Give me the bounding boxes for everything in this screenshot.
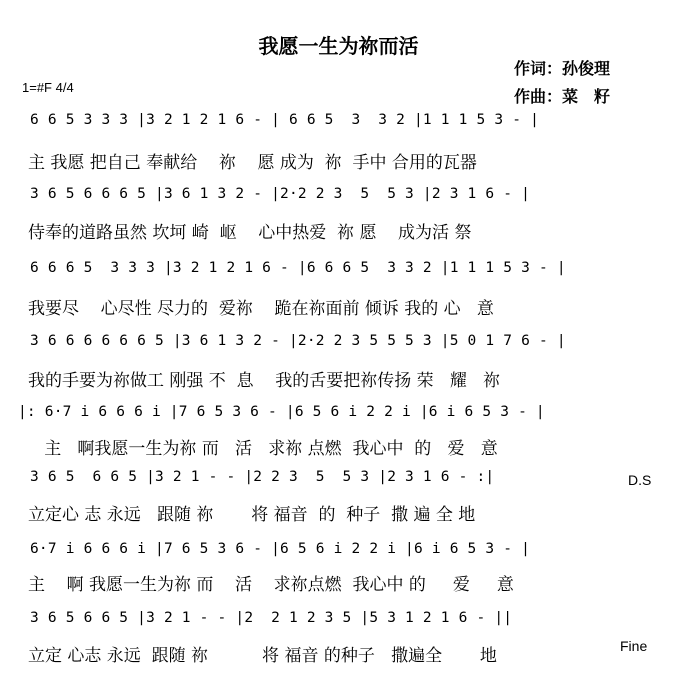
fine-mark: Fine: [620, 638, 648, 654]
notation-row-1: 6 6 5 3 3 3 |3 2 1 2 1 6 - | 6 6 5 3 3 2 |1 1 1 5 3 - |: [30, 112, 539, 128]
notation-row-7: 6·7 i 6 6 6 i |7 6 5 3 6 - |6 5 6 i 2 2 i |6 i 6 5 3 - |: [30, 541, 531, 557]
song-title: 我愿一生为祢而活: [258, 34, 419, 58]
lyrics-row-3: 我要尽 心尽性 尽力的 爱祢 跪在祢面前 倾诉 我的 心 意: [28, 299, 494, 319]
lyrics-row-1: 主 我愿 把自己 奉献给 祢 愿 成为 祢 手中 合用的瓦器: [28, 153, 477, 173]
lyricist-credit: 作词：孙俊理: [514, 59, 611, 78]
notation-row-3: 6 6 6 5 3 3 3 |3 2 1 2 1 6 - |6 6 6 5 3 3 2 |1 1 1 5 3 - |: [30, 260, 566, 276]
lyrics-row-5: 主 啊我愿一生为祢 而 活 求祢 点燃 我心中 的 爱 意: [28, 439, 498, 459]
composer-credit: 作曲：菜 籽: [514, 87, 611, 106]
lyrics-row-2: 侍奉的道路虽然 坎坷 崎 岖 心中热爱 祢 愿 成为活 祭: [28, 223, 472, 243]
lyrics-row-4: 我的手要为祢做工 刚强 不 息 我的舌要把祢传扬 荣 耀 祢: [28, 371, 501, 391]
lyrics-row-8: 立定 心志 永远 跟随 祢 将 福音 的种子 撒遍全 地: [28, 646, 497, 666]
notation-row-4: 3 6 6 6 6 6 6 5 |3 6 1 3 2 - |2·2 2 3 5 5 5 3 |5 0 1 7 6 - |: [30, 333, 566, 349]
notation-row-8: 3 6 5 6 6 5 |3 2 1 - - |2 2 1 2 3 5 |5 3 1 2 1 6 - ||: [30, 610, 513, 626]
lyrics-row-7: 主 啊 我愿一生为祢 而 活 求祢点燃 我心中 的 爱 意: [28, 575, 514, 595]
lyrics-row-6: 立定心 志 永远 跟随 祢 将 福音 的 种子 撒 遍 全 地: [28, 505, 476, 525]
notation-row-6: 3 6 5 6 6 5 |3 2 1 - - |2 2 3 5 5 3 |2 3 1 6 - :|: [30, 469, 495, 485]
ds-mark: D.S: [628, 472, 652, 488]
notation-row-5: |: 6·7 i 6 6 6 i |7 6 5 3 6 - |6 5 6 i 2 2 i |6 i 6 5 3 - |: [18, 404, 545, 420]
key-signature: 1=#F 4/4: [22, 80, 74, 95]
notation-row-2: 3 6 5 6 6 6 5 |3 6 1 3 2 - |2·2 2 3 5 5 3 |2 3 1 6 - |: [30, 186, 531, 202]
